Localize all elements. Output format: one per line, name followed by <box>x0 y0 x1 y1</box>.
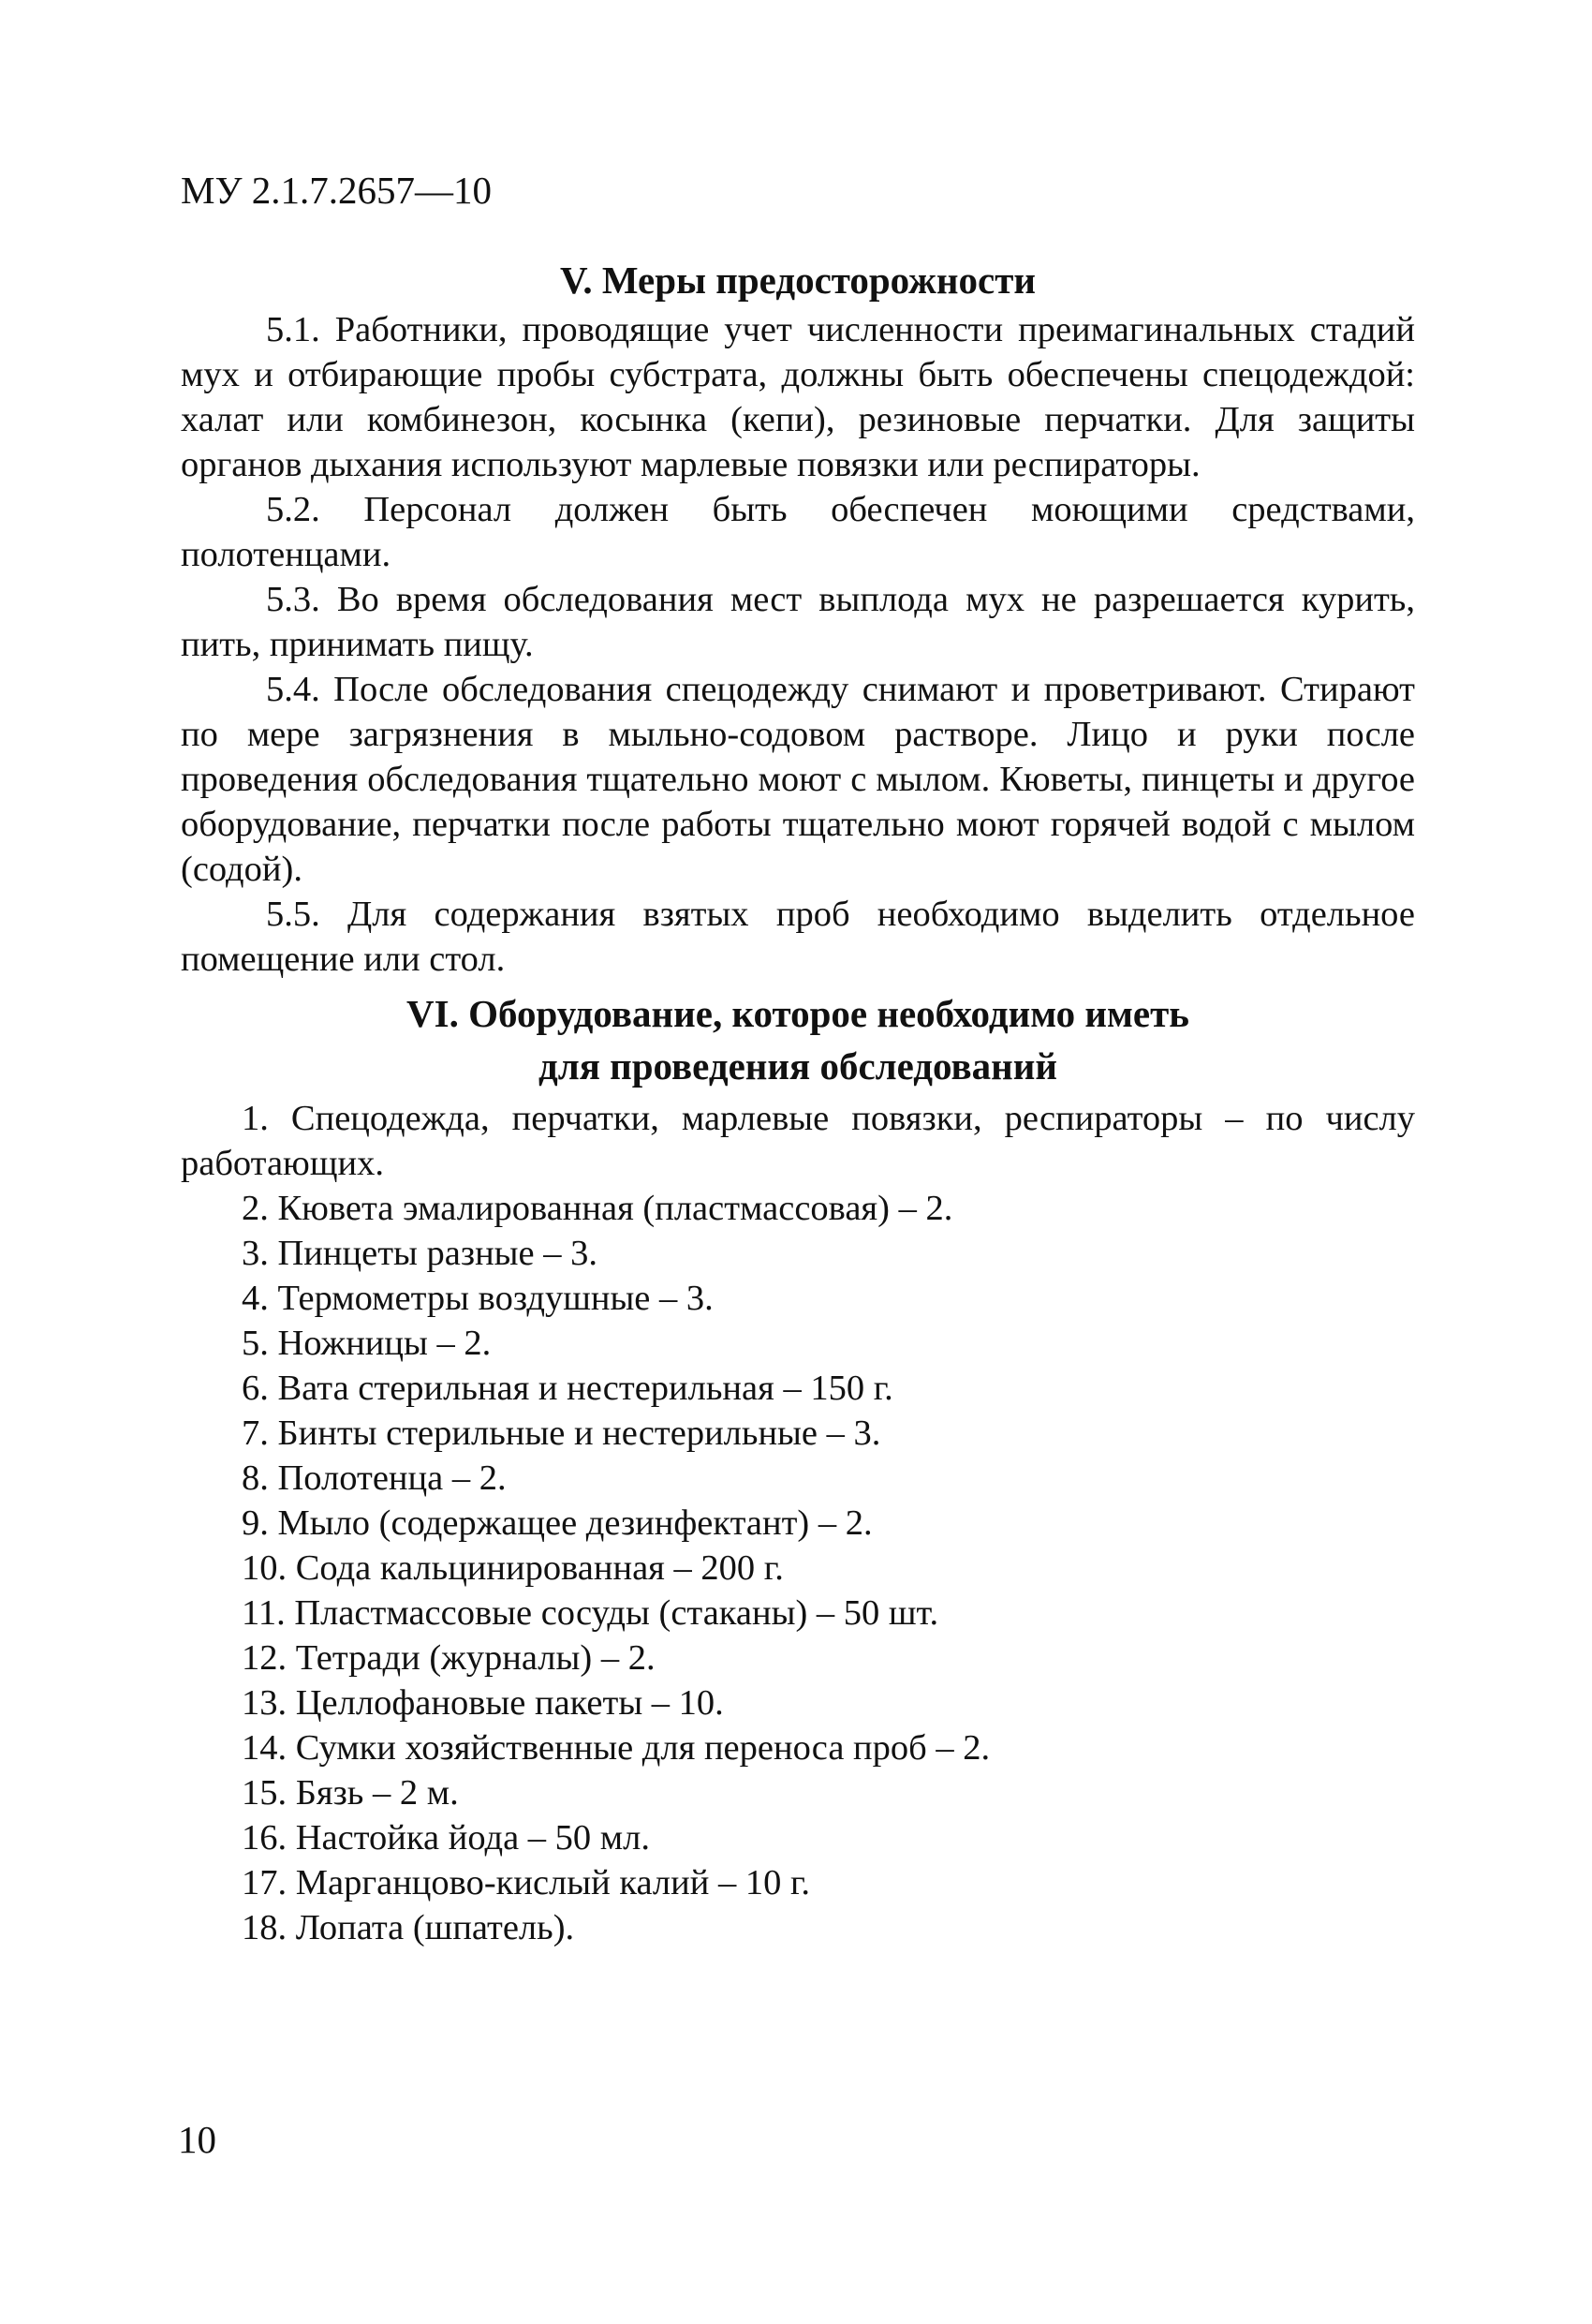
paragraph-5-4: 5.4. После обследования спецодежду снимают и проветривают. Стирают по мере загрязнения в мыльно-содовом растворе. Лицо и руки после проведения обследования тщательно моют с мылом. Кюветы, пинцеты и другое оборудование, перчатки после работы тщательно моют горячей водой с мылом (содой). <box>181 670 1415 889</box>
equipment-item: 6. Вата стерильная и нестерильная – 150 г. <box>242 1369 893 1408</box>
paragraph-5-1: 5.1. Работники, проводящие учет численности преимагинальных стадий мух и отбирающие пробы субстрата, должны быть обеспечены спецодеждой: халат или комбинезон, косынка (кепи), резиновые перчатки. Для защиты органов дыхания используют марлевые повязки или респираторы. <box>181 310 1415 484</box>
section-title-precautions: V. Меры предосторожности <box>560 259 1036 302</box>
page-content <box>181 255 1415 1950</box>
document-code: МУ 2.1.7.2657—10 <box>181 169 492 212</box>
equipment-item: 3. Пинцеты разные – 3. <box>242 1234 597 1273</box>
equipment-item: 11. Пластмассовые сосуды (стаканы) – 50 шт. <box>242 1593 939 1633</box>
equipment-item: 18. Лопата (шпатель). <box>242 1908 575 1947</box>
equipment-item: 1. Спецодежда, перчатки, марлевые повязки, респираторы – по числу работающих. <box>181 1099 1415 1183</box>
equipment-item: 8. Полотенца – 2. <box>242 1458 507 1498</box>
paragraph-5-3: 5.3. Во время обследования мест выплода мух не разрешается курить, пить, принимать пищу. <box>181 580 1415 664</box>
equipment-item: 4. Термометры воздушные – 3. <box>242 1279 714 1318</box>
equipment-item: 9. Мыло (содержащее дезинфектант) – 2. <box>242 1503 873 1543</box>
section-title-equipment-line2: для проведения обследований <box>538 1044 1058 1088</box>
equipment-item: 16. Настойка йода – 50 мл. <box>242 1818 650 1858</box>
equipment-item: 2. Кювета эмалированная (пластмассовая) – 2. <box>242 1189 953 1228</box>
section-title-equipment-line1: VI. Оборудование, которое необходимо иметь <box>406 992 1189 1035</box>
equipment-item: 15. Бязь – 2 м. <box>242 1773 459 1813</box>
paragraph-5-2: 5.2. Персонал должен быть обеспечен моющими средствами, полотенцами. <box>181 490 1415 574</box>
page-number: 10 <box>178 2118 216 2161</box>
section-equipment <box>181 987 1415 1950</box>
equipment-item: 14. Сумки хозяйственные для переноса проб – 2. <box>242 1728 991 1768</box>
equipment-item: 12. Тетради (журналы) – 2. <box>242 1638 656 1678</box>
section-precautions <box>181 255 1415 982</box>
paragraph-5-5: 5.5. Для содержания взятых проб необходимо выделить отдельное помещение или стол. <box>181 895 1415 979</box>
equipment-item: 13. Целлофановые пакеты – 10. <box>242 1683 724 1723</box>
equipment-item: 7. Бинты стерильные и нестерильные – 3. <box>242 1414 881 1453</box>
equipment-list <box>181 1096 1415 1950</box>
section-title-equipment <box>181 987 1415 1092</box>
equipment-item: 5. Ножницы – 2. <box>242 1324 492 1363</box>
equipment-item: 10. Сода кальцинированная – 200 г. <box>242 1548 784 1588</box>
equipment-item: 17. Марганцово-кислый калий – 10 г. <box>242 1863 811 1902</box>
